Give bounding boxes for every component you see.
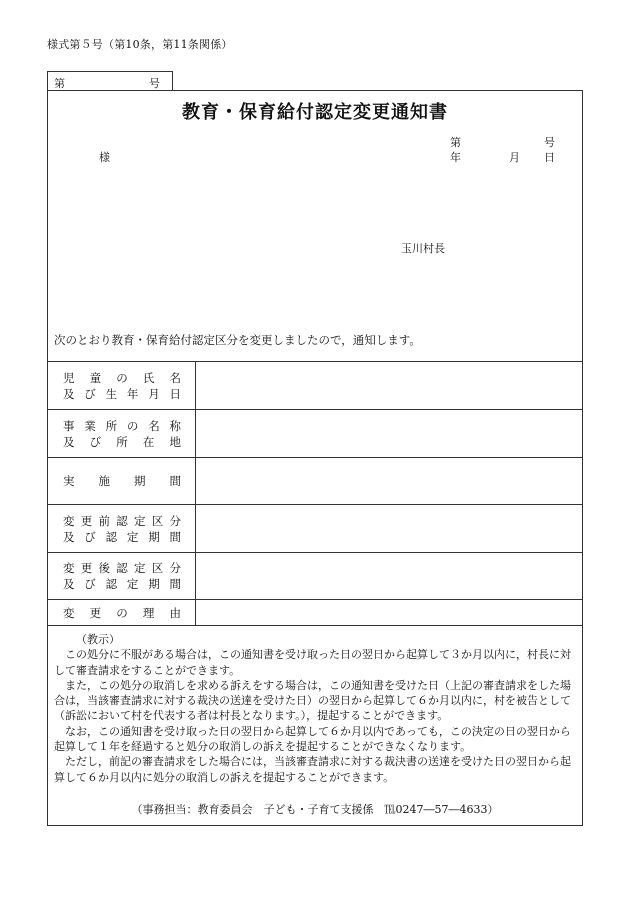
row-label — [48, 410, 196, 458]
doc-number-dai: 第 — [450, 136, 461, 149]
notice-paragraph: また，この処分の取消しを求める訴えをする場合は，この通知書を受けた日（上記の審査請求をした場合は，当該審査請求に対する裁決の送達を受けた日）の翌日から起算して６か月以内に，村を被告として（訴訟において村を代表する者は村長となります。），提起することができます。 — [54, 678, 571, 723]
notice-paragraph: この処分に不服がある場合は，この通知書を受け取った日の翌日から起算して３か月以内に，村長に対して審査請求をすることができます。 — [54, 648, 571, 677]
row-label — [48, 458, 196, 505]
row-label — [48, 362, 196, 410]
date-day: 日 — [544, 151, 555, 164]
row-label-line: 変更前認定区分 — [63, 513, 181, 528]
issuer: 玉川村長 — [401, 242, 445, 255]
recipient-suffix: 様 — [99, 151, 110, 164]
row-value[interactable] — [196, 553, 583, 600]
row-label-line: 事業所の名称 — [63, 418, 181, 433]
table-row — [48, 600, 583, 626]
row-label-line: 変更後認定区分 — [63, 561, 181, 575]
notice-section — [54, 632, 574, 785]
row-label-line: 変更の理由 — [63, 605, 181, 620]
notice-heading: （教示） — [76, 633, 120, 646]
doc-number-go: 号 — [544, 136, 555, 149]
row-label — [48, 553, 196, 600]
contact-info: （事務担当：教育委員会 子ども・子育て支援係 ℡0247―57―4633） — [131, 803, 499, 816]
detail-table — [47, 361, 583, 626]
row-value[interactable] — [196, 600, 583, 626]
number-box-go: 号 — [149, 77, 160, 90]
row-label-line: 実施期間 — [63, 474, 181, 488]
row-label-line: 及び生年月日 — [63, 386, 181, 401]
intro-text: 次のとおり教育・保育給付認定区分を変更しましたので，通知します。 — [54, 333, 421, 347]
row-label-line: 及び認定期間 — [63, 529, 181, 544]
number-box-dai: 第 — [54, 77, 65, 90]
table-row — [48, 458, 583, 505]
row-value[interactable] — [196, 410, 583, 458]
row-value[interactable] — [196, 458, 583, 505]
table-row — [48, 553, 583, 600]
notice-paragraph: ただし，前記の審査請求をした場合には，当該審査請求に対する裁決書の送達を受けた日の翌日から起算して６か月以内に処分の取消しの訴えを提起することができます。 — [54, 755, 571, 784]
table-row — [48, 410, 583, 458]
row-label — [48, 505, 196, 553]
row-label-line: 児童の氏名 — [63, 370, 181, 385]
page-title: 教育・保育給付認定変更通知書 — [182, 102, 448, 123]
row-label-line: 及び認定期間 — [63, 577, 181, 591]
table-row — [48, 362, 583, 410]
form-label: 様式第５号（第10条，第11条関係） — [47, 38, 233, 51]
row-label — [48, 600, 196, 626]
row-label-line: 及び所在地 — [63, 434, 181, 449]
document-number-box — [47, 71, 173, 91]
date-year: 年 — [450, 151, 461, 164]
notice-paragraph: なお，この通知書を受け取った日の翌日から起算して６か月以内であっても，この決定の日の翌日から起算して１年を経過すると処分の取消しの訴えを提起することができなくなります。 — [54, 724, 571, 754]
row-value[interactable] — [196, 362, 583, 410]
row-value[interactable] — [196, 505, 583, 553]
date-month: 月 — [509, 151, 520, 164]
table-row — [48, 505, 583, 553]
